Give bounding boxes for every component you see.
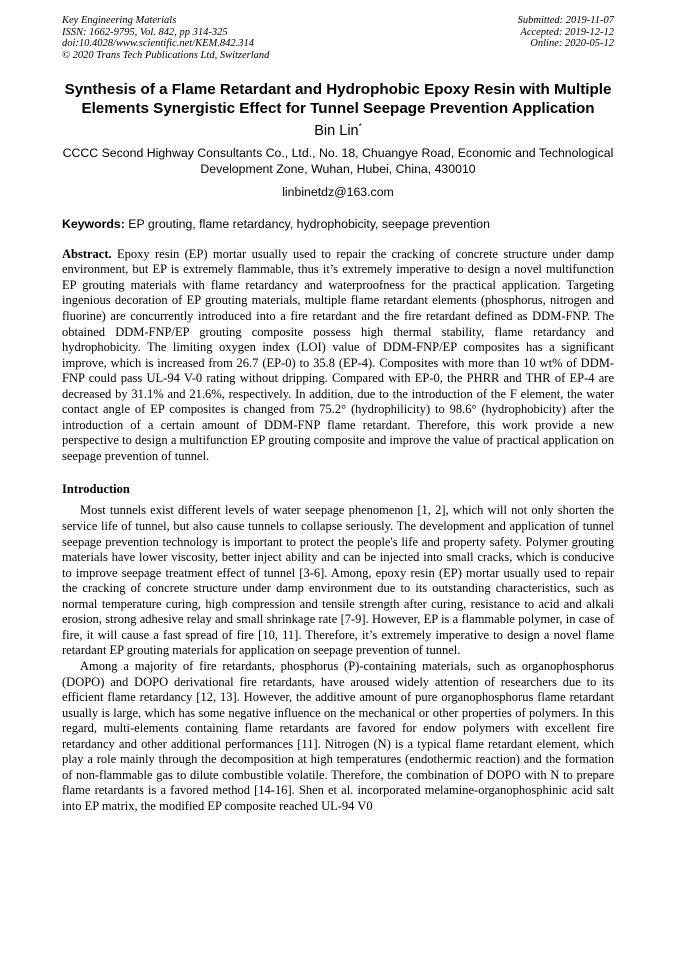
abstract-text: Epoxy resin (EP) mortar usually used to repair the cracking of concrete structure under damp environment, but EP is extremely flammable, thus it’s extremely imperative to design a novel multifunction EP grouting materials with flame retardancy and waterproofness for the practical application. Targeting ingenious decoration of EP grouting materials, multiple flame retardant elements (phosphorus, nitrogen and fluorine) are concurrently introduced into a fire retardant and the fire retardant defined as DDM-FNP. The obtained DDM-FNP/EP grouting composite possess high thermal stability, flame retardancy and hydrophobicity. The limiting oxygen index (LOI) value of DDM-FNP/EP composites has a significant improve, which is increased from 26.7 (EP-0) to 35.8 (EP-4). Composites with more than 10 wt% of DDM-FNP could pass UL-94 V-0 rating without dripping. Compared with EP-0, the PHRR and THR of EP-4 are decreased by 31.1% and 21.6%, respectively. In addition, due to the introduction of the F element, the water contact angle of EP composites is changed from 75.2° (hydrophilicity) to 98.6° (hydrophobicity) after the introduction of a certain amount of DDM-FNP flame retardant. Therefore, this work provide a new perspective to design a multifunction EP grouting composite and improve the value of practical application on seepage prevention of tunnel. — [62, 246, 615, 463]
journal-copyright: © 2020 Trans Tech Publications Ltd, Switzerland — [62, 49, 270, 61]
paper-page — [62, 15, 614, 814]
publication-dates — [518, 15, 614, 61]
paragraph: Most tunnels exist different levels of water seepage phenomenon [1, 2], which will not only shorten the service life of tunnel, but also cause tunnels to collapse seriously. The development and application of tunnel seepage prevention technology is important to protect the people's life and property safety. Polymer grouting materials have lower viscosity, better inject ability and can be injected into small cracks, which is conducive to improve seepage treatment effect of tunnel [3-6]. Among, epoxy resin (EP) mortar usually used to repair the cracking of concrete structure under damp environment due to its outstanding characteristics, such as normal temperature curing, high compression and tensile strength after curing, resistance to acid and alkali erosion, strong adhesive relay and small shrinkage rate [7-9]. However, EP is a flammable polymer, in case of fire, it will cause a fast spread of fire [10, 11]. Therefore, it’s extremely imperative to design a novel flame retardant EP grouting materials for application on seepage prevention of tunnel. — [62, 503, 614, 658]
keywords — [62, 217, 614, 231]
date-accepted: Accepted: 2019-12-12 — [520, 26, 614, 38]
keywords-label: Keywords: — [62, 216, 125, 231]
date-submitted: Submitted: 2019-11-07 — [517, 15, 614, 26]
author-name: Bin Lin — [314, 122, 359, 139]
author-line — [62, 122, 614, 139]
date-online: Online: 2020-05-12 — [530, 38, 614, 49]
abstract-label: Abstract. — [62, 246, 112, 261]
author-email: linbinetdz@163.com — [282, 184, 394, 199]
journal-name: Key Engineering Materials — [62, 15, 177, 26]
journal-issn: ISSN: 1662-9795, Vol. 842, pp 314-325 — [62, 26, 228, 38]
journal-doi: doi:10.4028/www.scientific.net/KEM.842.314 — [62, 38, 254, 49]
author-affiliation: CCCC Second Highway Consultants Co., Ltd., No. 18, Chuangye Road, Economic and Technological Development Zone, Wuhan, Hubei, China, 430010 — [62, 145, 614, 176]
abstract — [62, 247, 614, 465]
paragraph: Among a majority of fire retardants, phosphorus (P)-containing materials, such as organophosphorus (DOPO) and DOPO derivational fire retardants, have aroused widely attention of researchers due to its efficient flame retardancy [12, 13]. However, the additive amount of pure organophosphorus flame retardant usually is large, which has some negative influence on the mechanical or other properties of polymers. In this regard, multi-elements containing flame retardants are favored for endow polymers with excellent fire retardancy and other additional performances [11]. Nitrogen (N) is a typical flame retardant element, which play a role mainly through the decomposition at high temperatures (endothermic reaction) and the formation of non-flammable gas to dilute combustible volatile. Therefore, the combination of DOPO with N to prepare flame retardants is a favored method [14-16]. Shen et al. incorporated melamine-organophosphinic acid salt into EP matrix, the modified EP composite reached UL-94 V0 — [62, 658, 614, 813]
journal-info — [62, 15, 269, 61]
paper-title: Synthesis of a Flame Retardant and Hydrophobic Epoxy Resin with Multiple Elements Synergistic Effect for Tunnel Seepage Prevention Application — [64, 81, 612, 117]
corresponding-mark: * — [358, 122, 362, 131]
section-heading-introduction: Introduction — [62, 482, 130, 497]
journal-header — [62, 15, 614, 61]
keywords-text: EP grouting, flame retardancy, hydrophobicity, seepage prevention — [128, 216, 490, 231]
